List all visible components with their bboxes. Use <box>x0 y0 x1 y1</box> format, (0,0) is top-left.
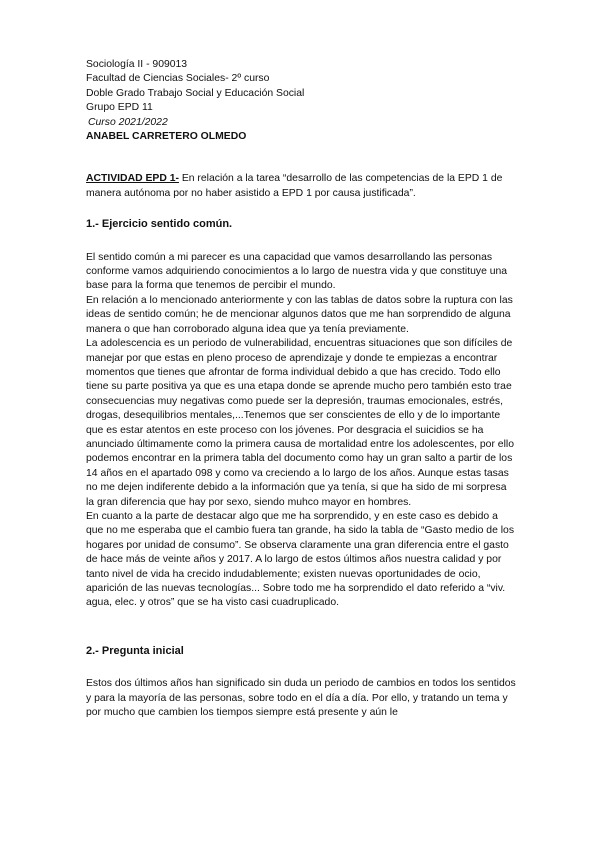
group-line: Grupo EPD 11 <box>86 102 153 114</box>
degree-line: Doble Grado Trabajo Social y Educación Social <box>86 87 305 99</box>
faculty-line: Facultad de Ciencias Sociales- 2º curso <box>86 73 270 85</box>
activity-statement <box>86 172 516 201</box>
course-line: Curso 2021/2022 <box>88 116 168 128</box>
activity-text: En relación a la tarea “desarrollo de las competencias de la EPD 1 de manera autónoma por no haber asistido a EPD 1 por causa justificada”. <box>86 173 503 199</box>
activity-label: ACTIVIDAD EPD 1- <box>86 173 179 185</box>
paragraph: La adolescencia es un periodo de vulnerabilidad, encuentras situaciones que son difíciles de manejar por que estas en pleno proceso de aprendizaje y donde te empiezas a encontrar momentos que tienes que afrontar de forma individual debido a que has crecido. Todo ello tiene su parte positiva ya que es una etapa donde se aprende mucho pero también esto trae consecuencias muy negativas como puede ser la depresión, traumas emocionales, estrés, drogas, desequilibrios mentales,...Tenemos que ser conscientes de ello y de lo importante que es estar atentos en este proceso con los jóvenes. Por desgracia el suicidios se ha anunciado últimamente como la primera causa de mortalidad entre los adolescentes, por ello podemos encontrar en la primera tabla del documento como hay un gran salto a partir de los 14 años en el apartado 098 y como va creciendo a lo largo de los años. Aunque estas tasas no me dejen indiferente debido a la información que ya tenía, si que ha sido de mi sorpresa la gran diferencia que hay por sexo, siendo muhco mayor en hombres. <box>86 338 514 508</box>
section-2-body <box>86 677 516 720</box>
author-name: ANABEL CARRETERO OLMEDO <box>86 131 247 143</box>
paragraph: Estos dos últimos años han significado sin duda un periodo de cambios en todos los sentidos y para la mayoría de las personas, sobre todo en el día a día. Por ello, y tratando un tema y por mucho que cambien los tiempos siempre está presente y aún le <box>86 678 516 719</box>
paragraph: En cuanto a la parte de destacar algo que me ha sorprendido, y en este caso es debido a que no me esperaba que el cambio fuera tan grande, ha sido la tabla de “Gasto medio de los hogares por unidad de consumo”. Se observa claramente una gran diferencia entre el gasto de hace más de veinte años y 2017. A lo largo de estos últimos años nuestra calidad y por tanto nivel de vida ha crecido indudablemente; existen nuevas oportunidades de ocio, aparición de las nuevas tecnologías... Sobre todo me ha sorprendido el dato referido a “viv. agua, elec. y otros” que se ha visto casi cuadruplicado. <box>86 510 515 609</box>
document-header <box>86 58 516 144</box>
paragraph: El sentido común a mi parecer es una capacidad que vamos desarrollando las personas conforme vamos adquiriendo conocimientos a lo largo de nuestra vida y que constituye una base para la forma que tenemos de percibir el mundo. <box>86 251 508 292</box>
section-1-title: 1.- Ejercicio sentido común. <box>86 218 233 231</box>
section-2-title: 2.- Pregunta inicial <box>86 644 184 657</box>
paragraph: En relación a lo mencionado anteriormente y con las tablas de datos sobre la ruptura con las ideas de sentido común; he de mencionar algunos datos que me han sorprendido de alguna manera o que han corroborado alguna idea que ya tenía previamente. <box>86 294 513 335</box>
section-1-body <box>86 251 516 611</box>
subject-line: Sociología II - 909013 <box>86 59 188 70</box>
document-page <box>86 58 516 720</box>
